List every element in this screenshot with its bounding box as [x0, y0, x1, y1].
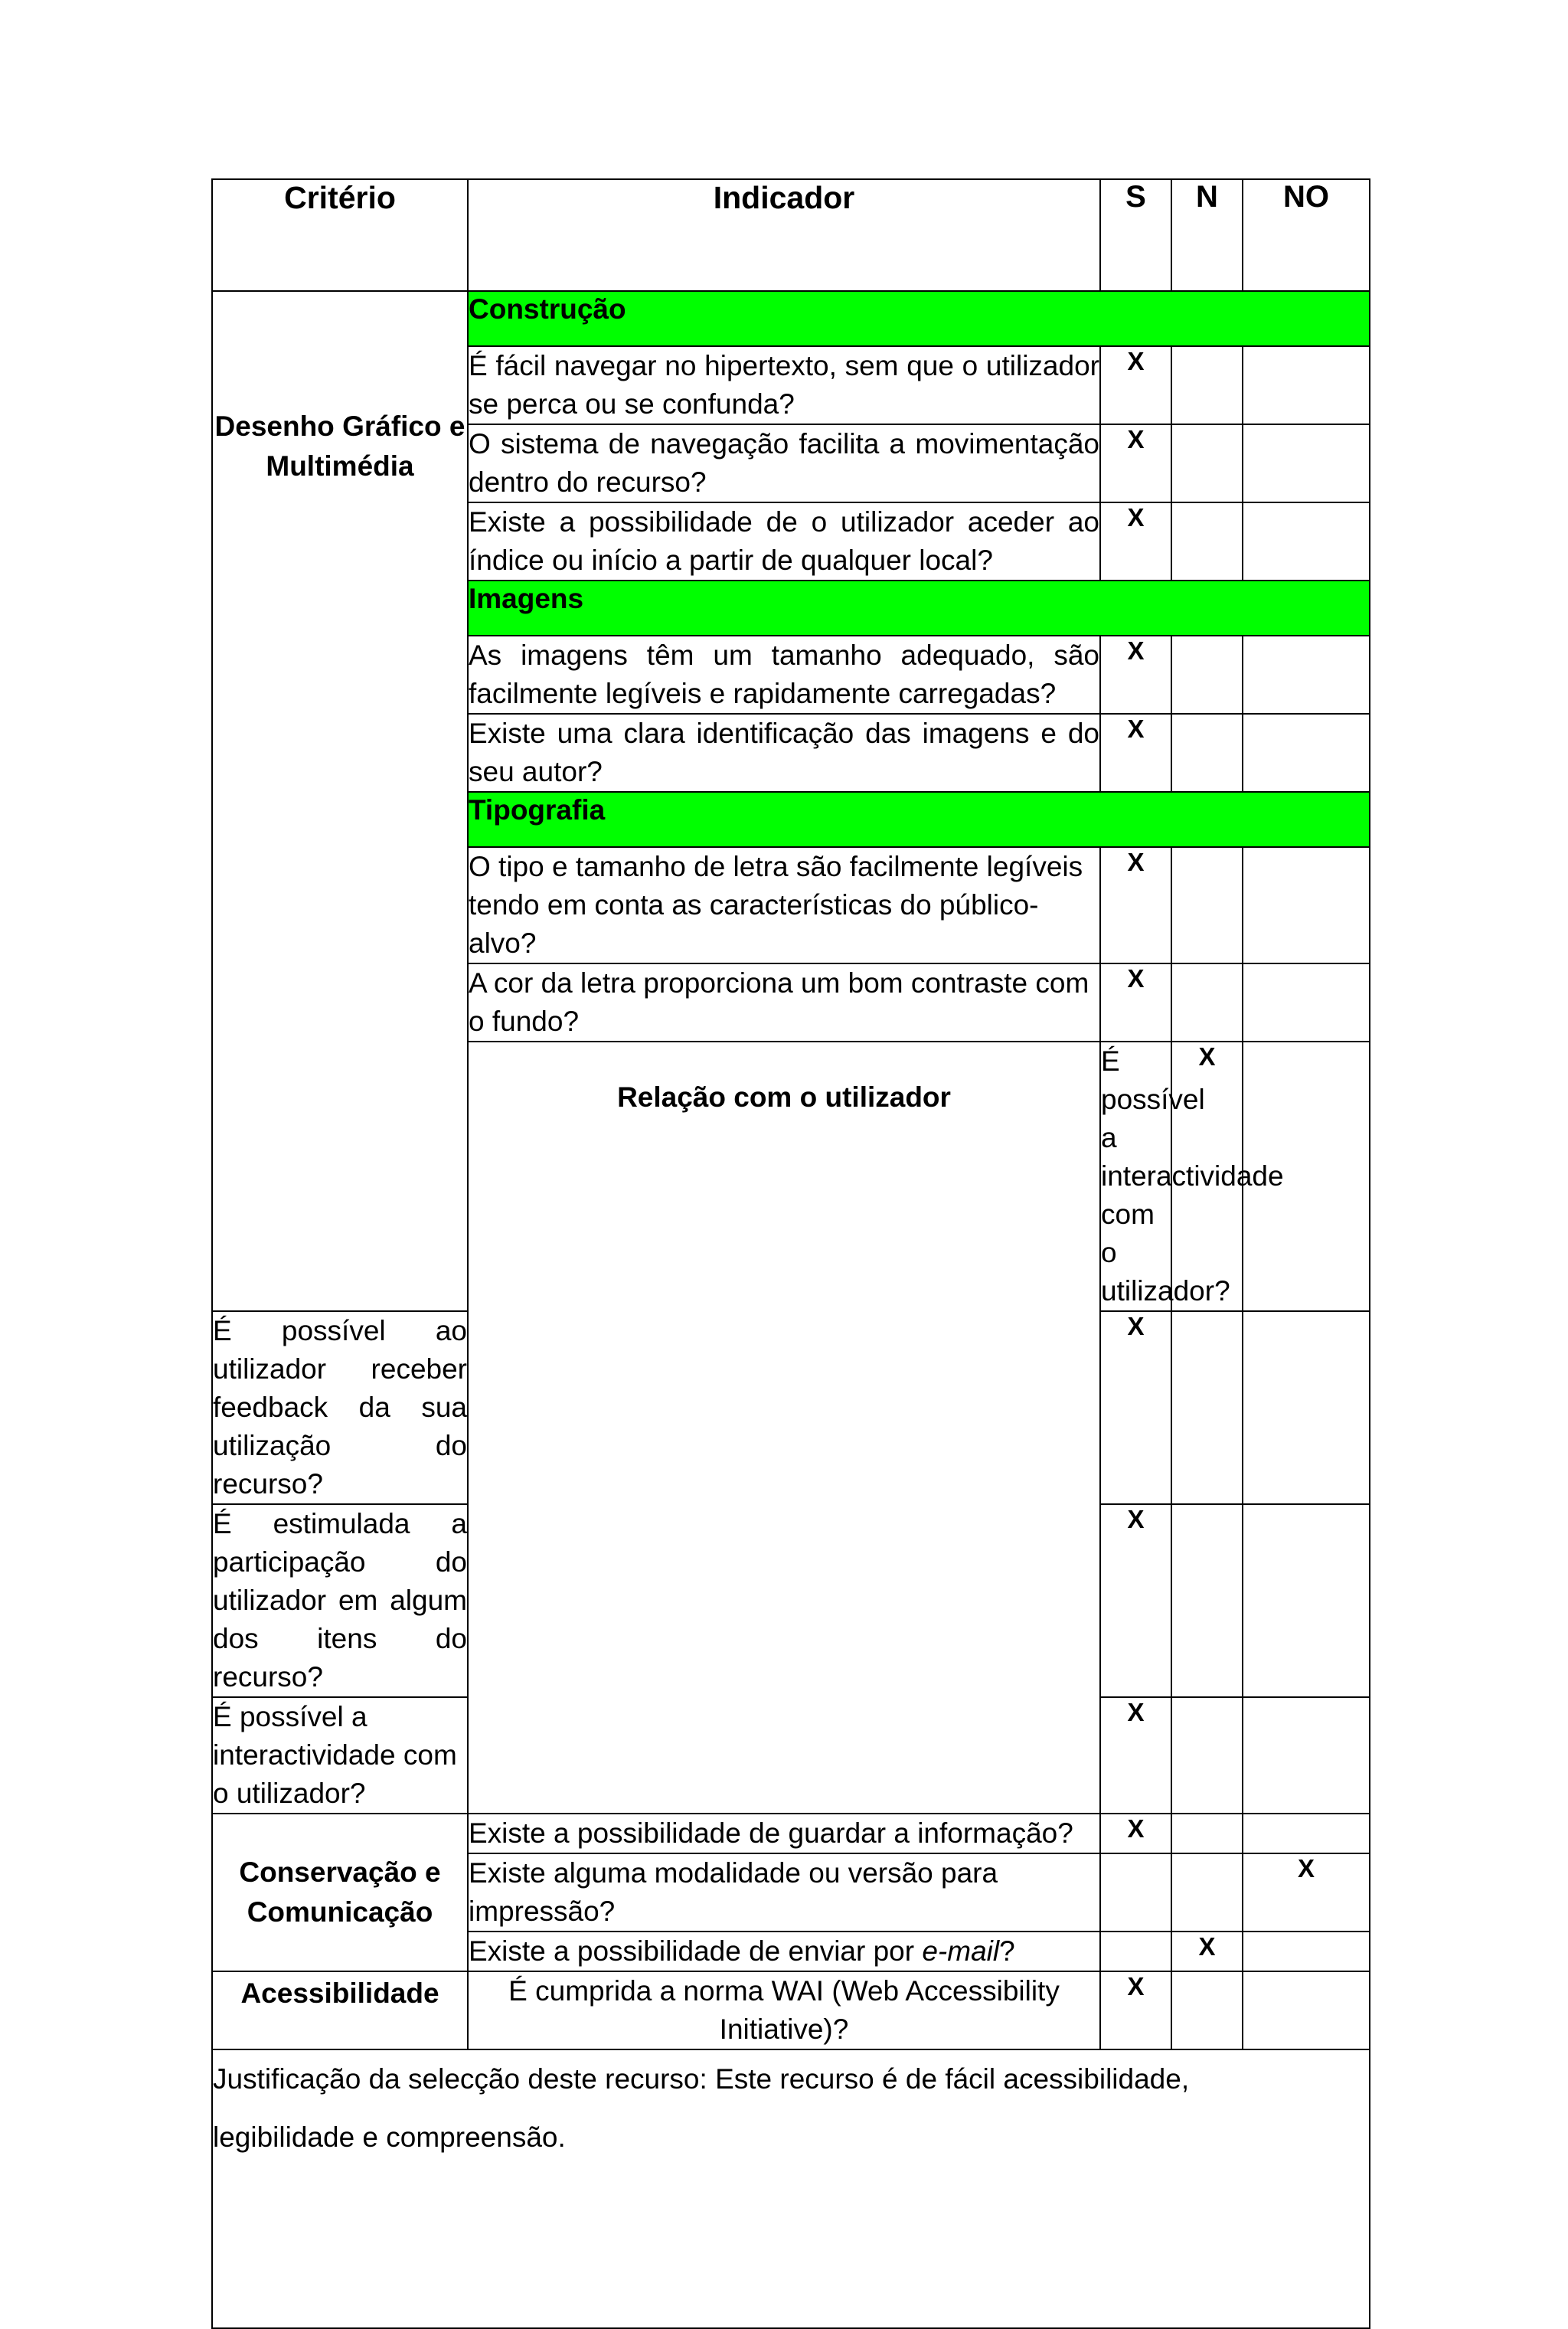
mark-s: X: [1100, 714, 1171, 792]
mark-no: [1243, 714, 1370, 792]
mark-s: X: [1100, 847, 1171, 963]
mark-no: [1243, 636, 1370, 714]
mark-n: [1171, 1814, 1243, 1853]
mark-no: [1243, 1932, 1370, 1971]
justification-line-1: Justificação da selecção deste recurso: Este recurso é de fácil acessibilidade,: [213, 2063, 1190, 2095]
mark-s: [1100, 1932, 1171, 1971]
mark-s: [1100, 1853, 1171, 1932]
mark-s: X: [1171, 1042, 1243, 1311]
mark-no: [1243, 346, 1370, 424]
mark-no: [1243, 1504, 1370, 1697]
indicator-cell: O tipo e tamanho de letra são facilmente legíveis tendo em conta as características do público-alvo?: [468, 847, 1100, 963]
mark-s: X: [1100, 424, 1171, 502]
indicator-cell: As imagens têm um tamanho adequado, são facilmente legíveis e rapidamente carregadas?: [468, 636, 1100, 714]
section-imagens: Imagens: [468, 581, 1370, 636]
mark-n: [1171, 1697, 1243, 1814]
mark-s: X: [1100, 502, 1171, 581]
mark-no: [1243, 424, 1370, 502]
indicator-cell: Existe a possibilidade de o utilizador aceder ao índice ou início a partir de qualquer local?: [468, 502, 1100, 581]
mark-s: X: [1100, 1697, 1171, 1814]
section-construcao: Construção: [468, 291, 1370, 346]
indicator-email-suffix: ?: [999, 1935, 1015, 1967]
mark-n: [1171, 424, 1243, 502]
header-row: [212, 179, 1370, 291]
indicator-cell: [468, 1932, 1100, 1971]
mark-no: [1243, 963, 1370, 1042]
mark-s: X: [1100, 346, 1171, 424]
justification-line-2: legibilidade e compreensão.: [213, 2121, 566, 2153]
mark-no: [1243, 1971, 1370, 2049]
mark-no: [1243, 1697, 1370, 1814]
criterion-acessibilidade: Acessibilidade: [212, 1971, 468, 2049]
mark-n: [1171, 346, 1243, 424]
mark-no: [1243, 847, 1370, 963]
section-row-construcao: [212, 291, 1370, 346]
justification-row: [212, 2049, 1370, 2328]
criterion-conservacao: Conservação e Comunicação: [212, 1814, 468, 1971]
mark-n: [1171, 502, 1243, 581]
header-n: N: [1171, 179, 1243, 291]
mark-s: X: [1100, 1971, 1171, 2049]
evaluation-table: [211, 178, 1370, 2329]
indicator-cell: Existe alguma modalidade ou versão para impressão?: [468, 1853, 1100, 1932]
evaluation-form: [211, 178, 1369, 2329]
criterion-desenho: Desenho Gráfico e Multimédia: [212, 291, 468, 1311]
header-no: NO: [1243, 179, 1370, 291]
mark-s: X: [1100, 1311, 1171, 1504]
indicator-email-word: e-mail: [922, 1935, 1000, 1967]
mark-s: X: [1100, 1504, 1171, 1697]
mark-n: [1171, 847, 1243, 963]
mark-s: X: [1100, 636, 1171, 714]
mark-no: [1243, 502, 1370, 581]
mark-n: X: [1171, 1932, 1243, 1971]
section-tipografia: Tipografia: [468, 792, 1370, 847]
justification-cell: [212, 2049, 1370, 2328]
indicator-cell: É cumprida a norma WAI (Web Accessibility Initiative)?: [468, 1971, 1100, 2049]
mark-no: X: [1243, 1853, 1370, 1932]
mark-n: [1171, 1971, 1243, 2049]
indicator-cell: A cor da letra proporciona um bom contraste com o fundo?: [468, 963, 1100, 1042]
mark-n: [1171, 1504, 1243, 1697]
indicator-cell: O sistema de navegação facilita a movimentação dentro do recurso?: [468, 424, 1100, 502]
table-row: [212, 1814, 1370, 1853]
mark-n: [1171, 1311, 1243, 1504]
indicator-cell: É possível ao utilizador receber feedback da sua utilização do recurso?: [212, 1311, 468, 1504]
table-row: [212, 1971, 1370, 2049]
mark-n: [1171, 636, 1243, 714]
indicator-email-text: Existe a possibilidade de enviar por: [469, 1935, 923, 1967]
indicator-cell: É possível a interactividade com o utilizador?: [1100, 1042, 1171, 1311]
mark-n: [1171, 963, 1243, 1042]
mark-n: [1171, 714, 1243, 792]
indicator-cell: Existe a possibilidade de guardar a informação?: [468, 1814, 1100, 1853]
mark-no: [1243, 1311, 1370, 1504]
mark-no: [1243, 1814, 1370, 1853]
indicator-cell: Existe uma clara identificação das imagens e do seu autor?: [468, 714, 1100, 792]
mark-s: X: [1100, 963, 1171, 1042]
criterion-relacao: Relação com o utilizador: [468, 1042, 1100, 1814]
header-indicador: Indicador: [468, 179, 1100, 291]
indicator-cell: É fácil navegar no hipertexto, sem que o utilizador se perca ou se confunda?: [468, 346, 1100, 424]
header-criterio: Critério: [212, 179, 468, 291]
mark-n: [1171, 1853, 1243, 1932]
indicator-cell: É estimulada a participação do utilizador em algum dos itens do recurso?: [212, 1504, 468, 1697]
header-s: S: [1100, 179, 1171, 291]
mark-s: X: [1100, 1814, 1171, 1853]
indicator-cell: É possível a interactividade com o utilizador?: [212, 1697, 468, 1814]
